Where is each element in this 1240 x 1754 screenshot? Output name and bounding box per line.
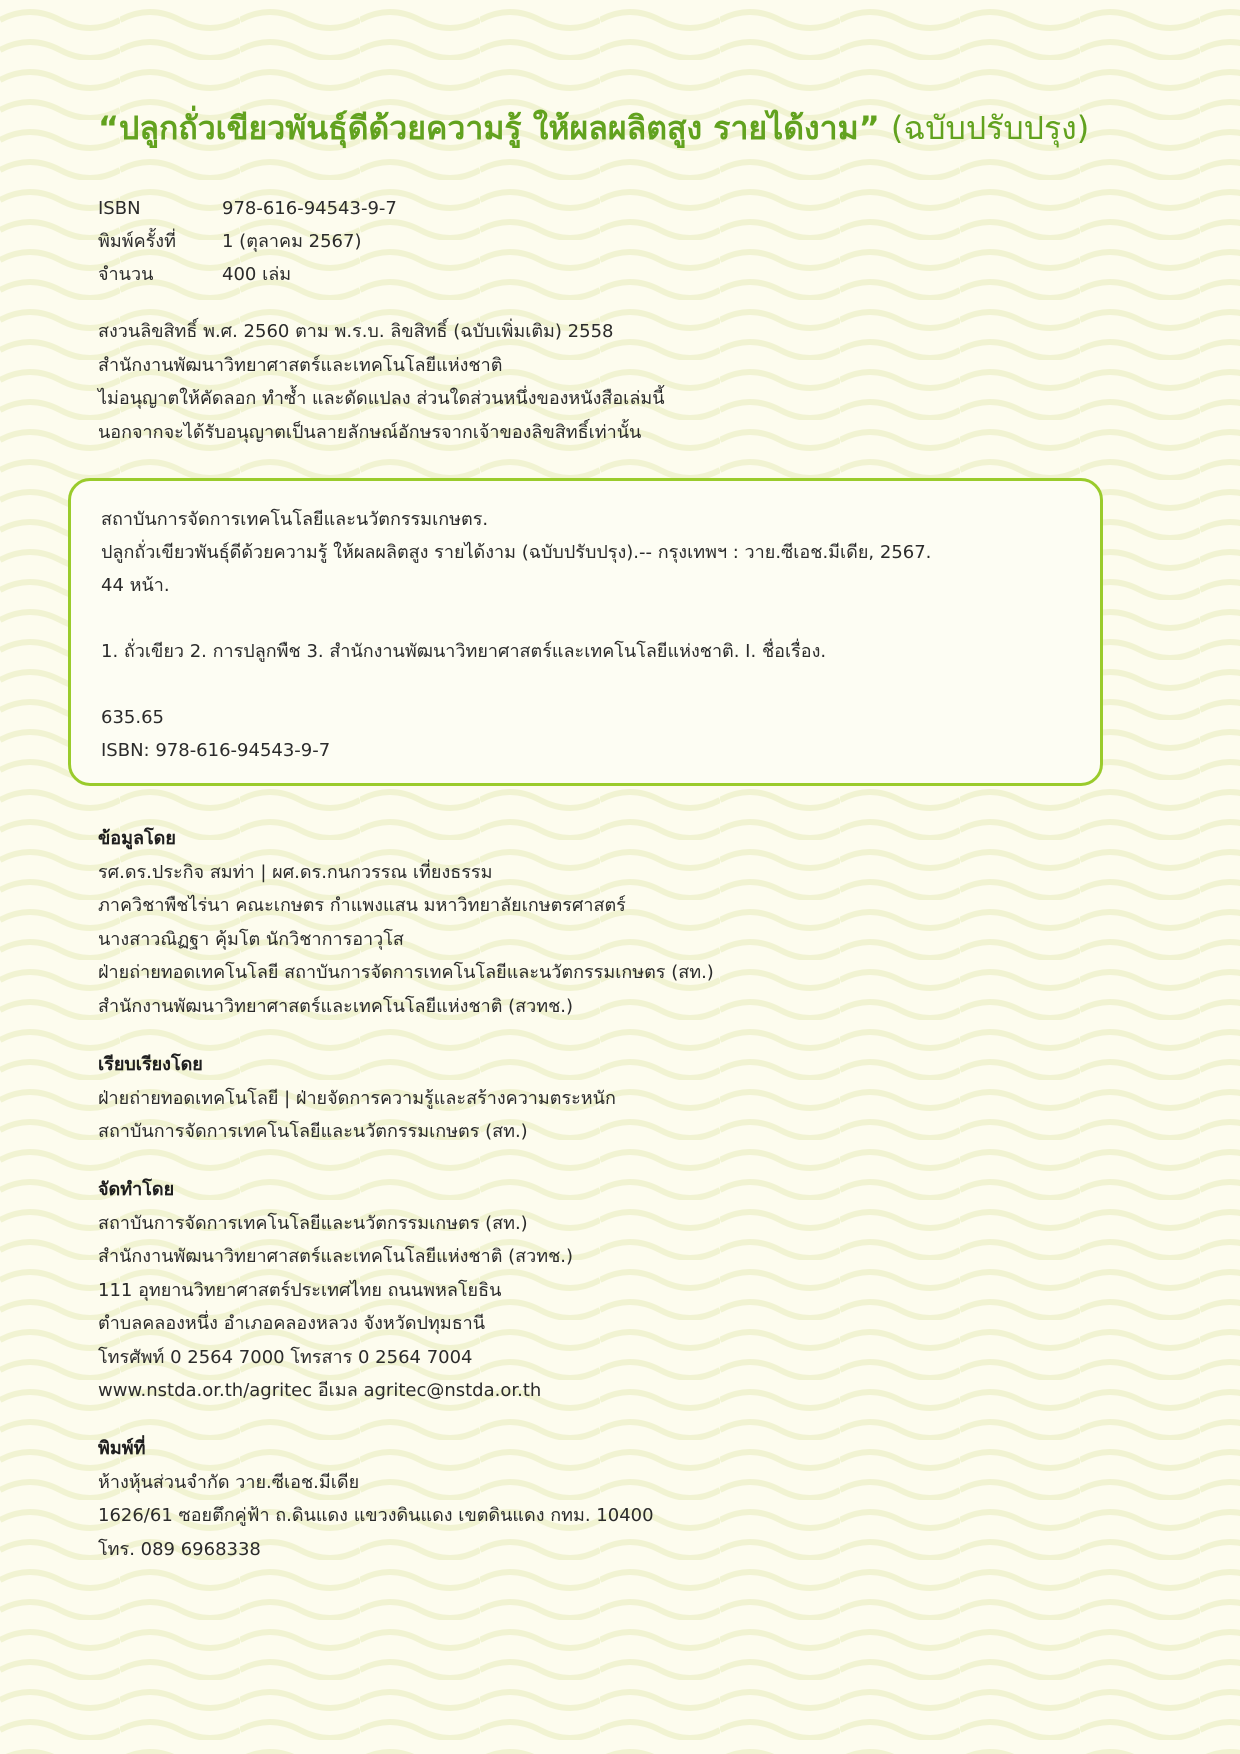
meta-value: 1 (ตุลาคม 2567): [222, 231, 362, 252]
meta-row-quantity: [98, 258, 397, 291]
section-produced-by: [98, 1173, 573, 1408]
copyright-line: ไม่อนุญาตให้คัดลอก ทำซ้ำ และดัดแปลง ส่วนใดส่วนหนึ่งของหนังสือเล่มนี้: [98, 388, 665, 409]
copyright-line: สงวนลิขสิทธิ์ พ.ศ. 2560 ตาม พ.ร.บ. ลิขสิทธิ์ (ฉบับเพิ่มเติม) 2558: [98, 321, 614, 342]
section-line: รศ.ดร.ประกิจ สมท่า | ผศ.ดร.กนกวรรณ เที่ยงธรรม: [98, 861, 493, 883]
cataloging-data-content: [101, 503, 931, 767]
catalog-citation: ปลูกถั่วเขียวพันธุ์ดีด้วยความรู้ ให้ผลผลิตสูง รายได้งาม (ฉบับปรับปรุง).-- กรุงเทพฯ : วาย.ซีเอช.มีเดีย, 2567.: [101, 542, 932, 563]
section-heading: ข้อมูลโดย: [98, 828, 176, 849]
section-line: สถาบันการจัดการเทคโนโลยีและนวัตกรรมเกษตร (สท.): [98, 1121, 528, 1142]
cataloging-data-box: [68, 478, 1103, 786]
section-printed-at: [98, 1432, 654, 1566]
section-information-by: [98, 822, 714, 1023]
section-line: ฝ่ายถ่ายทอดเทคโนโลยี สถาบันการจัดการเทคโนโลยีและนวัตกรรมเกษตร (สท.): [98, 962, 714, 983]
catalog-isbn: ISBN: 978-616-94543-9-7: [101, 740, 331, 761]
catalog-spacer: [101, 602, 931, 635]
meta-label: ISBN: [98, 198, 141, 219]
section-line: ห้างหุ้นส่วนจำกัด วาย.ซีเอช.มีเดีย: [98, 1471, 360, 1493]
copyright-line: นอกจากจะได้รับอนุญาตเป็นลายลักษณ์อักษรจากเจ้าของลิขสิทธิ์เท่านั้น: [98, 421, 642, 443]
section-heading: เรียบเรียงโดย: [98, 1054, 203, 1075]
section-line: 1626/61 ซอยตึกคู่ฟ้า ถ.ดินแดง แขวงดินแดง เขตดินแดง กทม. 10400: [98, 1505, 654, 1526]
catalog-subjects: 1. ถั่วเขียว 2. การปลูกพืช 3. สำนักงานพัฒนาวิทยาศาสตร์และเทคโนโลยีแห่งชาติ. I. ชื่อเรื่อง.: [101, 641, 827, 662]
book-title: [98, 105, 1178, 151]
catalog-author: สถาบันการจัดการเทคโนโลยีและนวัตกรรมเกษตร.: [101, 509, 489, 530]
section-heading: พิมพ์ที่: [98, 1438, 146, 1459]
section-line: ตำบลคลองหนึ่ง อำเภอคลองหลวง จังหวัดปทุมธานี: [98, 1313, 486, 1334]
catalog-call-number: 635.65: [101, 707, 164, 728]
meta-row-edition: [98, 225, 397, 258]
meta-label: พิมพ์ครั้งที่: [98, 231, 176, 252]
section-line: นางสาวณิฏฐา คุ้มโต นักวิชาการอาวุโส: [98, 928, 404, 950]
book-title-edition: (ฉบับปรับปรุง): [890, 109, 1090, 147]
meta-value: 400 เล่ม: [222, 264, 292, 285]
section-line: โทรศัพท์ 0 2564 7000 โทรสาร 0 2564 7004: [98, 1346, 473, 1368]
section-line: สถาบันการจัดการเทคโนโลยีและนวัตกรรมเกษตร (สท.): [98, 1212, 528, 1234]
section-line: สำนักงานพัฒนาวิทยาศาสตร์และเทคโนโลยีแห่งชาติ (สวทช.): [98, 1246, 574, 1267]
meta-value: 978-616-94543-9-7: [222, 198, 397, 219]
website-email-line: www.nstda.or.th/agritec อีเมล agritec@nstda.or.th: [98, 1380, 542, 1401]
section-line: 111 อุทยานวิทยาศาสตร์ประเทศไทย ถนนพหลโยธิน: [98, 1279, 502, 1301]
section-heading: จัดทำโดย: [98, 1179, 175, 1200]
catalog-pages: 44 หน้า.: [101, 575, 170, 596]
section-line: โทร. 089 6968338: [98, 1538, 261, 1560]
copyright-line: สำนักงานพัฒนาวิทยาศาสตร์และเทคโนโลยีแห่งชาติ: [98, 354, 503, 376]
section-line: ฝ่ายถ่ายทอดเทคโนโลยี | ฝ่ายจัดการความรู้และสร้างความตระหนัก: [98, 1087, 616, 1109]
section-arranged-by: [98, 1048, 616, 1149]
book-title-main: “ปลูกถั่วเขียวพันธุ์ดีด้วยความรู้ ให้ผลผลิตสูง รายได้งาม”: [98, 109, 880, 147]
publication-meta: [98, 192, 397, 291]
section-line: ภาควิชาพืชไร่นา คณะเกษตร กำแพงแสน มหาวิทยาลัยเกษตรศาสตร์: [98, 895, 626, 916]
section-line: สำนักงานพัฒนาวิทยาศาสตร์และเทคโนโลยีแห่งชาติ (สวทช.): [98, 995, 574, 1017]
copyright-notice: [98, 315, 665, 449]
catalog-spacer: [101, 668, 931, 701]
meta-row-isbn: [98, 192, 397, 225]
meta-label: จำนวน: [98, 264, 154, 285]
